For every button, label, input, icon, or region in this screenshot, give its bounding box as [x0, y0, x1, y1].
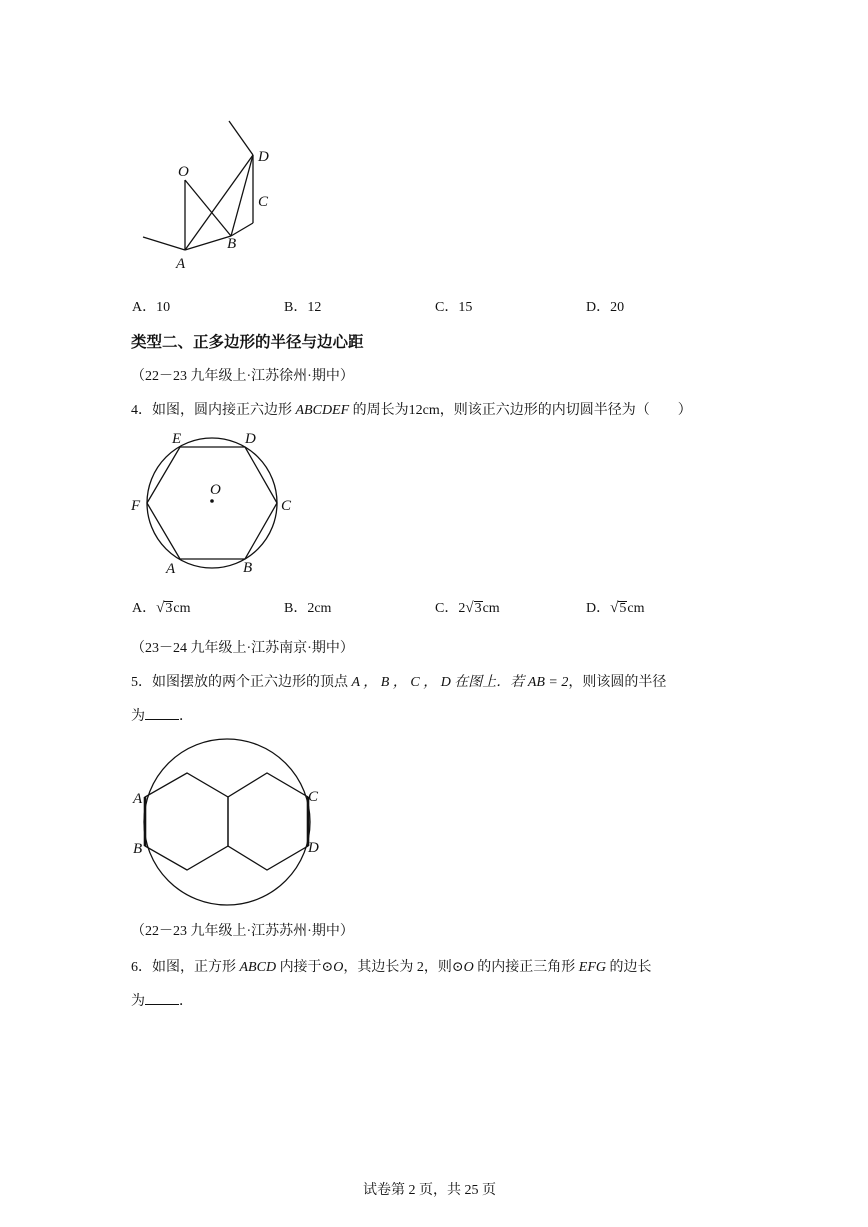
hex-label-o: O	[210, 482, 221, 498]
hex-label-a: A	[166, 561, 176, 577]
q4-source: （22－23 九年级上·江苏徐州·期中）	[131, 369, 354, 384]
q3-option-d: D．20	[586, 300, 625, 315]
q4-option-b: B．2cm	[284, 601, 332, 616]
q4-text-prefix: 4．如图，圆内接正六边形	[131, 403, 292, 418]
q4-option-c: C．2√3cm	[435, 600, 500, 616]
q6-answer-blank[interactable]	[145, 992, 179, 1005]
hex-label-f: F	[131, 498, 141, 514]
hex-label-c: C	[281, 498, 292, 514]
label-o: O	[178, 164, 189, 180]
label-a: A	[176, 256, 186, 272]
hex2-label-b: B	[133, 841, 143, 857]
q6-question-line1: 6．如图，正方形 ABCD 内接于⊙O，其边长为 2，则⊙O 的内接正三角形 EFG 的边长	[131, 960, 652, 975]
q3-option-a: A．10	[132, 300, 171, 315]
q4-text-mid: 的周长为12cm，则该正六边形的内切圆半径为（ ）	[352, 403, 692, 418]
hex-label-d: D	[245, 431, 256, 447]
q6-question-line2: 为 ．	[131, 994, 193, 1009]
page-footer: 试卷第 2 页，共 25 页	[363, 1183, 496, 1198]
hex-label-b: B	[243, 560, 253, 576]
label-d: D	[258, 149, 269, 165]
hex2-label-c: C	[308, 789, 319, 805]
q6-source: （22－23 九年级上·江苏苏州·期中）	[131, 924, 354, 939]
q3-option-b: B．12	[284, 300, 322, 315]
hex-label-e: E	[172, 431, 182, 447]
q3-option-c: C．15	[435, 300, 473, 315]
label-c: C	[258, 194, 269, 210]
q5-question-line2: 为 ．	[131, 709, 193, 724]
section-title: 类型二、正多边形的半径与边心距	[131, 334, 364, 351]
hex2-label-a: A	[133, 791, 143, 807]
q5-question-line1: 5．如图摆放的两个正六边形的顶点 A ， B ， C ， D 在图上．若 AB = 2，则该圆的半径	[131, 675, 667, 690]
q4-option-d: D．√5cm	[586, 600, 645, 616]
q4-text-var: ABCDEF	[295, 403, 350, 418]
q4-option-a: A．√3cm	[132, 600, 191, 616]
label-b: B	[227, 236, 237, 252]
hex2-label-d: D	[308, 840, 319, 856]
q5-source: （23－24 九年级上·江苏南京·期中）	[131, 641, 354, 656]
